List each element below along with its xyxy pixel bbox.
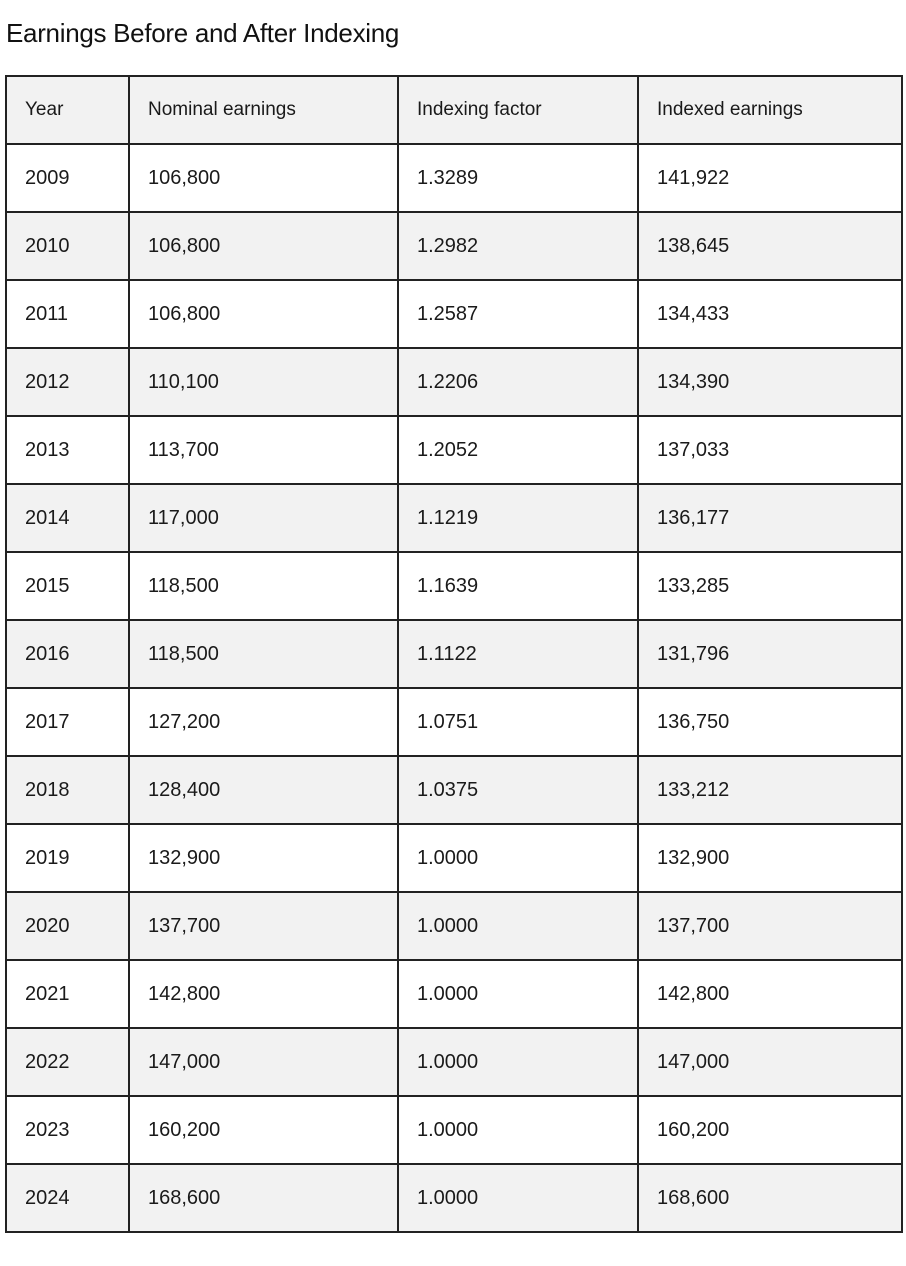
cell-indexing-factor: 1.1122: [398, 620, 638, 688]
table-row: [6, 144, 902, 212]
cell-indexed-earnings: 147,000: [638, 1028, 902, 1096]
table-header-row: [6, 76, 902, 144]
cell-nominal-earnings: 168,600: [129, 1164, 398, 1232]
table-row: [6, 756, 902, 824]
cell-indexing-factor: 1.3289: [398, 144, 638, 212]
cell-year: 2014: [6, 484, 129, 552]
cell-indexing-factor: 1.2206: [398, 348, 638, 416]
cell-year: 2023: [6, 1096, 129, 1164]
cell-nominal-earnings: 147,000: [129, 1028, 398, 1096]
cell-indexed-earnings: 137,700: [638, 892, 902, 960]
table-row: [6, 348, 902, 416]
table-row: [6, 280, 902, 348]
cell-indexed-earnings: 168,600: [638, 1164, 902, 1232]
cell-indexing-factor: 1.0000: [398, 960, 638, 1028]
cell-nominal-earnings: 106,800: [129, 212, 398, 280]
cell-nominal-earnings: 118,500: [129, 552, 398, 620]
cell-year: 2015: [6, 552, 129, 620]
table-row: [6, 688, 902, 756]
cell-indexed-earnings: 141,922: [638, 144, 902, 212]
cell-year: 2019: [6, 824, 129, 892]
cell-indexed-earnings: 133,212: [638, 756, 902, 824]
cell-indexed-earnings: 132,900: [638, 824, 902, 892]
cell-indexing-factor: 1.0375: [398, 756, 638, 824]
table-row: [6, 960, 902, 1028]
cell-year: 2009: [6, 144, 129, 212]
cell-indexed-earnings: 137,033: [638, 416, 902, 484]
table-row: [6, 620, 902, 688]
cell-nominal-earnings: 132,900: [129, 824, 398, 892]
table-row: [6, 212, 902, 280]
table-body: [6, 144, 902, 1232]
cell-indexing-factor: 1.0000: [398, 1028, 638, 1096]
cell-year: 2017: [6, 688, 129, 756]
table-row: [6, 552, 902, 620]
cell-year: 2018: [6, 756, 129, 824]
cell-nominal-earnings: 118,500: [129, 620, 398, 688]
table-row: [6, 416, 902, 484]
cell-indexing-factor: 1.0000: [398, 1096, 638, 1164]
cell-nominal-earnings: 127,200: [129, 688, 398, 756]
cell-year: 2024: [6, 1164, 129, 1232]
cell-year: 2022: [6, 1028, 129, 1096]
cell-indexing-factor: 1.1219: [398, 484, 638, 552]
cell-year: 2013: [6, 416, 129, 484]
cell-nominal-earnings: 113,700: [129, 416, 398, 484]
earnings-table: [5, 75, 903, 1233]
cell-nominal-earnings: 106,800: [129, 144, 398, 212]
cell-nominal-earnings: 128,400: [129, 756, 398, 824]
cell-indexed-earnings: 136,750: [638, 688, 902, 756]
cell-year: 2012: [6, 348, 129, 416]
cell-nominal-earnings: 117,000: [129, 484, 398, 552]
cell-indexed-earnings: 138,645: [638, 212, 902, 280]
cell-indexing-factor: 1.2982: [398, 212, 638, 280]
cell-indexing-factor: 1.2052: [398, 416, 638, 484]
cell-nominal-earnings: 137,700: [129, 892, 398, 960]
cell-indexing-factor: 1.0000: [398, 824, 638, 892]
cell-nominal-earnings: 142,800: [129, 960, 398, 1028]
header-indexing-factor: Indexing factor: [398, 76, 638, 144]
table-row: [6, 484, 902, 552]
cell-year: 2011: [6, 280, 129, 348]
table-row: [6, 892, 902, 960]
cell-nominal-earnings: 106,800: [129, 280, 398, 348]
cell-indexed-earnings: 142,800: [638, 960, 902, 1028]
page-title: Earnings Before and After Indexing: [6, 18, 400, 48]
table-row: [6, 824, 902, 892]
header-year: Year: [6, 76, 129, 144]
cell-nominal-earnings: 110,100: [129, 348, 398, 416]
cell-indexing-factor: 1.1639: [398, 552, 638, 620]
cell-indexed-earnings: 160,200: [638, 1096, 902, 1164]
table-row: [6, 1096, 902, 1164]
cell-year: 2010: [6, 212, 129, 280]
cell-indexing-factor: 1.0000: [398, 892, 638, 960]
table-row: [6, 1028, 902, 1096]
cell-indexed-earnings: 136,177: [638, 484, 902, 552]
cell-year: 2021: [6, 960, 129, 1028]
cell-indexing-factor: 1.2587: [398, 280, 638, 348]
cell-nominal-earnings: 160,200: [129, 1096, 398, 1164]
header-indexed-earnings: Indexed earnings: [638, 76, 902, 144]
cell-indexed-earnings: 134,390: [638, 348, 902, 416]
cell-indexed-earnings: 131,796: [638, 620, 902, 688]
cell-year: 2016: [6, 620, 129, 688]
cell-indexing-factor: 1.0751: [398, 688, 638, 756]
cell-indexed-earnings: 134,433: [638, 280, 902, 348]
header-nominal-earnings: Nominal earnings: [129, 76, 398, 144]
cell-indexed-earnings: 133,285: [638, 552, 902, 620]
cell-indexing-factor: 1.0000: [398, 1164, 638, 1232]
table-row: [6, 1164, 902, 1232]
cell-year: 2020: [6, 892, 129, 960]
